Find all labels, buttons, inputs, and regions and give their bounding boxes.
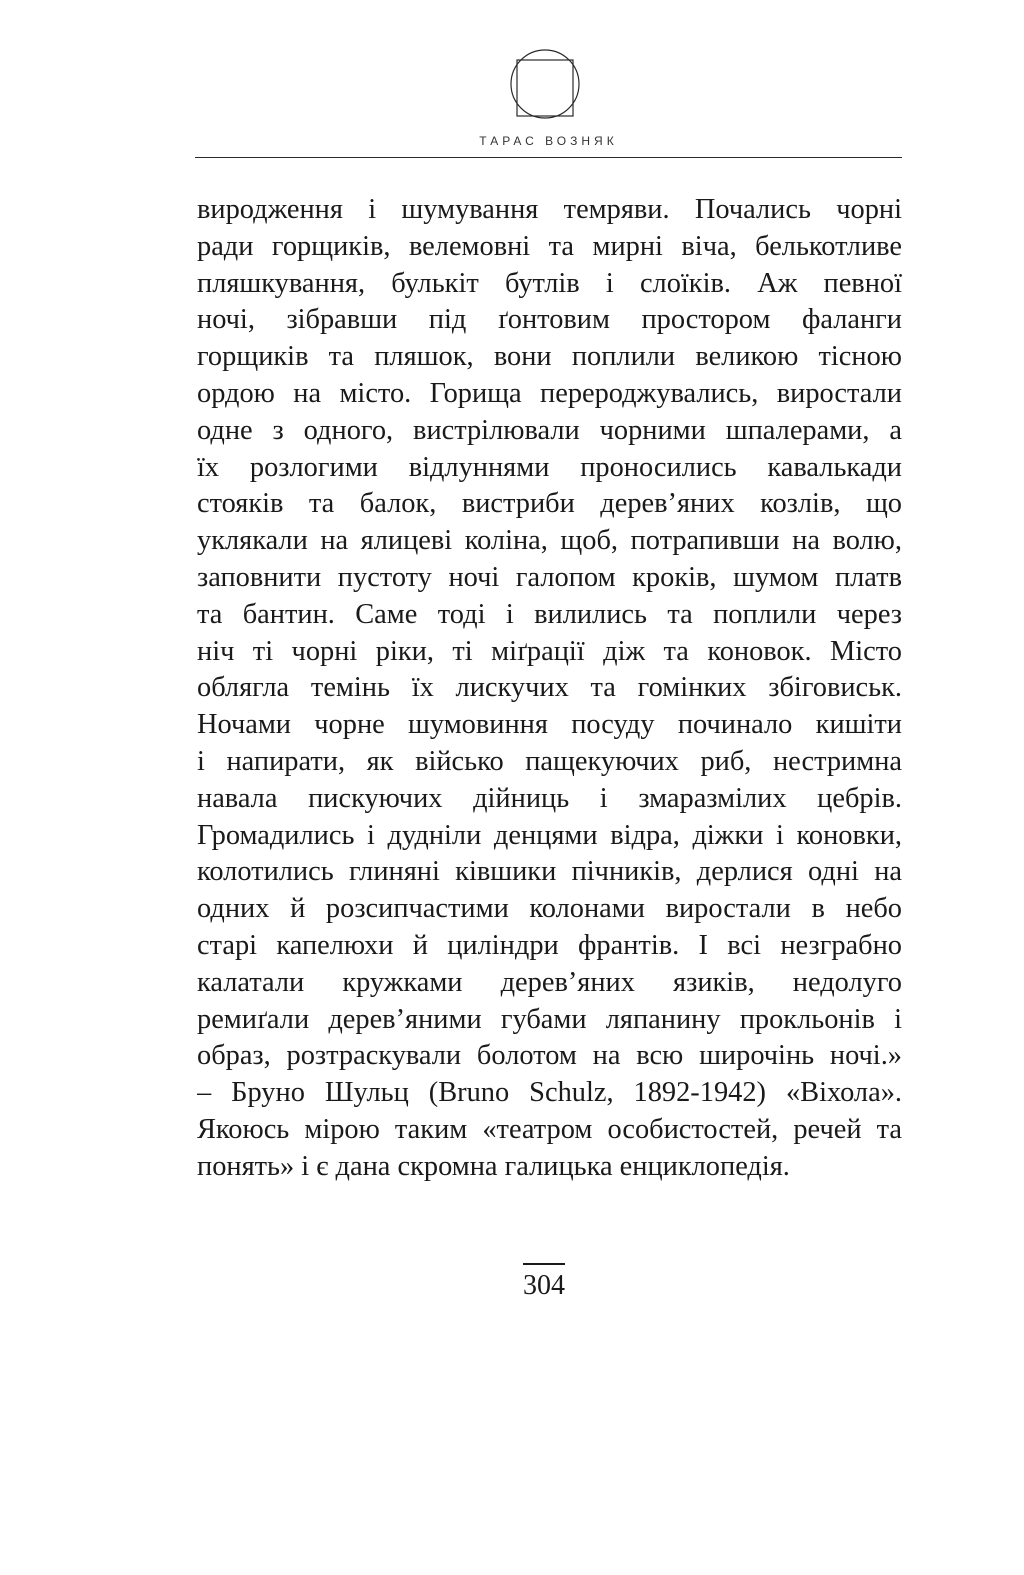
text-line: ордою на місто. Горища перероджувались, виростали	[197, 377, 902, 409]
text-line: Громадились і дудніли денцями відра, діжки і коновки,	[197, 819, 902, 851]
header-divider	[195, 157, 902, 158]
text-line: старі капелюхи й циліндри франтів. І всі незграбно	[197, 929, 902, 961]
text-line: Якоюсь мірою таким «театром особистостей, речей та	[197, 1113, 902, 1145]
text-line: виродження і шумування темряви. Почались чорні	[197, 194, 902, 225]
text-line: і напирати, як військо пащекуючих риб, нестримна	[197, 745, 902, 777]
text-line: колотились глиняні ківшики пічників, дерлися одні на	[197, 856, 902, 888]
text-line: їх розлогими відлуннями проносились кавалькади	[197, 451, 902, 483]
text-line: ночі, зібравши під ґонтовим простором фаланги	[197, 304, 902, 336]
text-line: уклякали на ялицеві коліна, щоб, потрапивши на волю,	[197, 525, 902, 557]
circle-square-emblem-icon	[509, 48, 581, 120]
text-line: одних й розсипчастими колонами виростали в небо	[197, 893, 902, 925]
text-line: ради горщиків, велемовні та мирні віча, белькотливе	[197, 230, 902, 262]
text-line: облягла темінь їх лискучих та гомінких збіговиськ.	[197, 672, 902, 704]
text-line: горщиків та пляшок, вони поплили великою тісною	[197, 341, 902, 373]
text-line: ремиґали дерев’яними губами ляпанину прокльонів і	[197, 1003, 902, 1035]
text-line: ніч ті чорні ріки, ті міґрації діж та коновок. Місто	[197, 635, 902, 667]
text-line: пляшкування, булькіт бутлів і слоїків. Аж певної	[197, 267, 902, 299]
page-number: 304	[523, 1270, 565, 1301]
text-line: калатали кружками дерев’яних язиків, недолуго	[197, 966, 902, 998]
text-line: одне з одного, вистрілювали чорними шпалерами, а	[197, 414, 902, 446]
text-line: Ночами чорне шумовиння посуду починало кишіти	[197, 709, 902, 741]
text-line: образ, розтраскували болотом на всю широчінь ночі.»	[197, 1040, 902, 1072]
text-line: заповнити пустоту ночі галопом кроків, шумом платв	[197, 561, 902, 593]
running-head-author: ТАРАС ВОЗНЯК	[479, 134, 618, 148]
text-line: понять» і є дана скромна галицька енциклопедія.	[197, 1150, 790, 1182]
text-line: навала пискуючих дійниць і змаразмілих цебрів.	[197, 782, 902, 814]
body-text	[197, 192, 902, 1186]
text-line: – Бруно Шульц (Bruno Schulz, 1892-1942) «Віхола».	[197, 1077, 902, 1109]
text-line: стояків та балок, вистриби дерев’яних козлів, що	[197, 488, 902, 520]
text-line: та бантин. Саме тоді і вилились та поплили через	[197, 598, 902, 630]
